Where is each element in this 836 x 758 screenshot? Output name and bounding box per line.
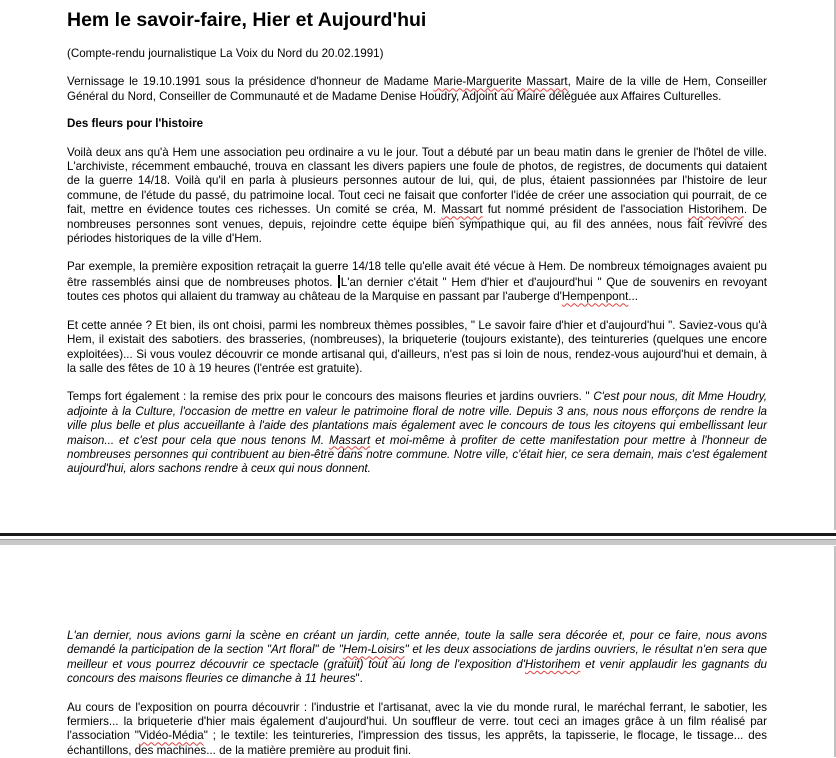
text-run: Voilà deux ans qu'à Hem une association peu ordinaire a vu le jour. Tout a débuté par un beau matin dans le grenier de l'hôtel de ville. L'archiviste, récemment embauché, trouva en classant les divers papiers une foule de photos, de registres, de documents qui dataient de la guerre 14/18. Voilà qu'il en parla à plusieurs personnes autour de lui, qui, de plus, étaient passionnées par l'histoire de leur commune, de l'étude du passé, du patrimoine local. Tout ceci ne faisait que conforter l'idée de créer une association qui pourrait, de ce fait, mettre en évidence toutes ces richesses. Un comité se créa, M. bbox=[67, 145, 767, 217]
paragraph-industrie bbox=[67, 701, 767, 758]
text-run: ". bbox=[355, 672, 363, 686]
text-run: Au cours de l'exposition on pourra découvrir : l'industrie et l'artisanat, avec la vie du monde rural, le maréchal ferrant, le sabotier, les fermiers... la briqueterie d'hier mais également d'aujourd'hui. Un souffleur de verre. tout ceci an images grâce à un film réalisé par l'association " bbox=[67, 700, 767, 743]
paragraph-art-floral bbox=[67, 629, 767, 687]
spell-flagged-word: Hem-Loisirs bbox=[342, 643, 405, 657]
page-break bbox=[0, 530, 836, 546]
text-run: L'an dernier c'était " Hem d'hier et d'aujourd'hui " Que de souvenirs en revoyant toutes ces photos qui allaient du tramway au château de la Marquise en passant par l'auberge d' bbox=[67, 275, 767, 304]
paragraph-exposition bbox=[67, 260, 767, 304]
paragraph-temps-fort bbox=[67, 390, 767, 476]
spell-flagged-word: Hempenpont bbox=[561, 290, 629, 304]
text-run: Temps fort également : la remise des prix pour le concours des maisons fleuries et jardins ouvriers. " bbox=[67, 390, 594, 404]
text-run: Vernissage le 19.10.1991 sous la présidence d'honneur de Madame bbox=[67, 75, 434, 89]
text-run: ... bbox=[628, 290, 638, 304]
spell-flagged-word: Marie-Marguerite Massart bbox=[433, 75, 568, 89]
text-run-italic: L'an dernier, nous avions garni la scène en créant un jardin, cette année, toute la salle sera décorée et, pour ce faire, nous avons demandé la participation de la section "Art floral" de " bbox=[67, 629, 767, 657]
spell-flagged-word: Massart bbox=[441, 203, 483, 217]
spell-flagged-word: Historihem bbox=[688, 203, 744, 217]
paragraph-vernissage bbox=[67, 75, 767, 104]
text-run-italic: et venir applaudir les gagnants du concours des maisons fleuries ce dimanche à 11 heures bbox=[67, 657, 767, 686]
text-run: " ; le textile: les teintureries, l'impression des tissus, les apprêts, la tapisserie, le flocage, le tissage... des échantillons, des machines... de la matière première au produit fini. bbox=[67, 729, 767, 757]
text-run-italic: et moi-même à profiter de cette manifestation pour mettre à l'honneur de nombreuses personnes qui contribuent au bien-être dans notre commune. Notre ville, c'était hier, ce sera demain, mais c'est également aujourd'hui, alors sachons rendre à ceux qui nous donnent. bbox=[67, 433, 767, 476]
spell-flagged-word: Massart bbox=[328, 433, 371, 447]
spell-flagged-word: Vidéo-Média bbox=[138, 729, 204, 743]
page-gap bbox=[0, 539, 836, 545]
section-subtitle: Des fleurs pour l'histoire bbox=[67, 117, 204, 131]
paragraph-savoir-faire: Et cette année ? Et bien, ils ont choisi, parmi les nombreux thèmes possibles, " Le savoir faire d'hier et d'aujourd'hui ". Saviez-vous qu'à Hem, il existait des sabotiers. des brasseries, (nombreuses), la briqueterie (toujours existante), des teintureries (quelques une encore exploitées)... Si vous voulez découvrir ce monde artisanal qui, d'ailleurs, n'est pas si loin de nous, rendez-vous aujourd'hui et demain, à la salle des fêtes de 10 à 19 heures (l'entrée est gratuite). bbox=[67, 318, 767, 375]
source-line: (Compte-rendu journalistique La Voix du Nord du 20.02.1991) bbox=[67, 47, 384, 60]
text-run: . De nombreuses personnes sont venues, depuis, rejoindre cette équipe bien sympathique qui, au fil des années, nous fait revivre des périodes historiques de la ville d'Hem. bbox=[67, 203, 768, 246]
text-run-italic: C'est pour nous, dit Mme Houdry, adjointe à la Culture, l'occasion de mettre en valeur le patrimoine floral de notre ville. Depuis 3 ans, nous nous efforçons de rendre la ville plus belle et plus accueillante à l'aide des plantations mais également avec le concours de tous les citoyens qui embellissant leur maison... et c'est pour cela que nous tenons M. bbox=[67, 390, 767, 447]
document-page-2 bbox=[0, 546, 836, 757]
page-2-content bbox=[67, 629, 767, 758]
text-run: Par exemple, la première exposition retraçait la guerre 14/18 telle qu'elle avait été vécue à Hem. De nombreux témoignages avaient pu être rassemblés ainsi que de nombreuses photos. bbox=[67, 260, 767, 289]
document-title: Hem le savoir-faire, Hier et Aujourd'hui bbox=[67, 9, 427, 31]
text-run-italic: " et les deux associations de jardins ouvriers, le résultat n'en sera que meilleur et vous pourrez découvrir ce spectacle (gratuit) tout au long de l'exposition d' bbox=[67, 643, 768, 671]
page-1-content bbox=[67, 8, 767, 477]
text-run: , Maire de la ville de Hem, Conseiller Général du Nord, Conseiller de Communauté et de Madame Denise Houdry, Adjoint au Maire déléguée aux Affaires Culturelles. bbox=[67, 75, 768, 103]
spell-flagged-word: Historihem bbox=[524, 657, 581, 671]
text-run: fut nommé président de l'association bbox=[482, 203, 689, 217]
paragraph-association bbox=[67, 146, 767, 247]
text-cursor bbox=[338, 275, 340, 288]
page-break-line bbox=[0, 533, 836, 536]
